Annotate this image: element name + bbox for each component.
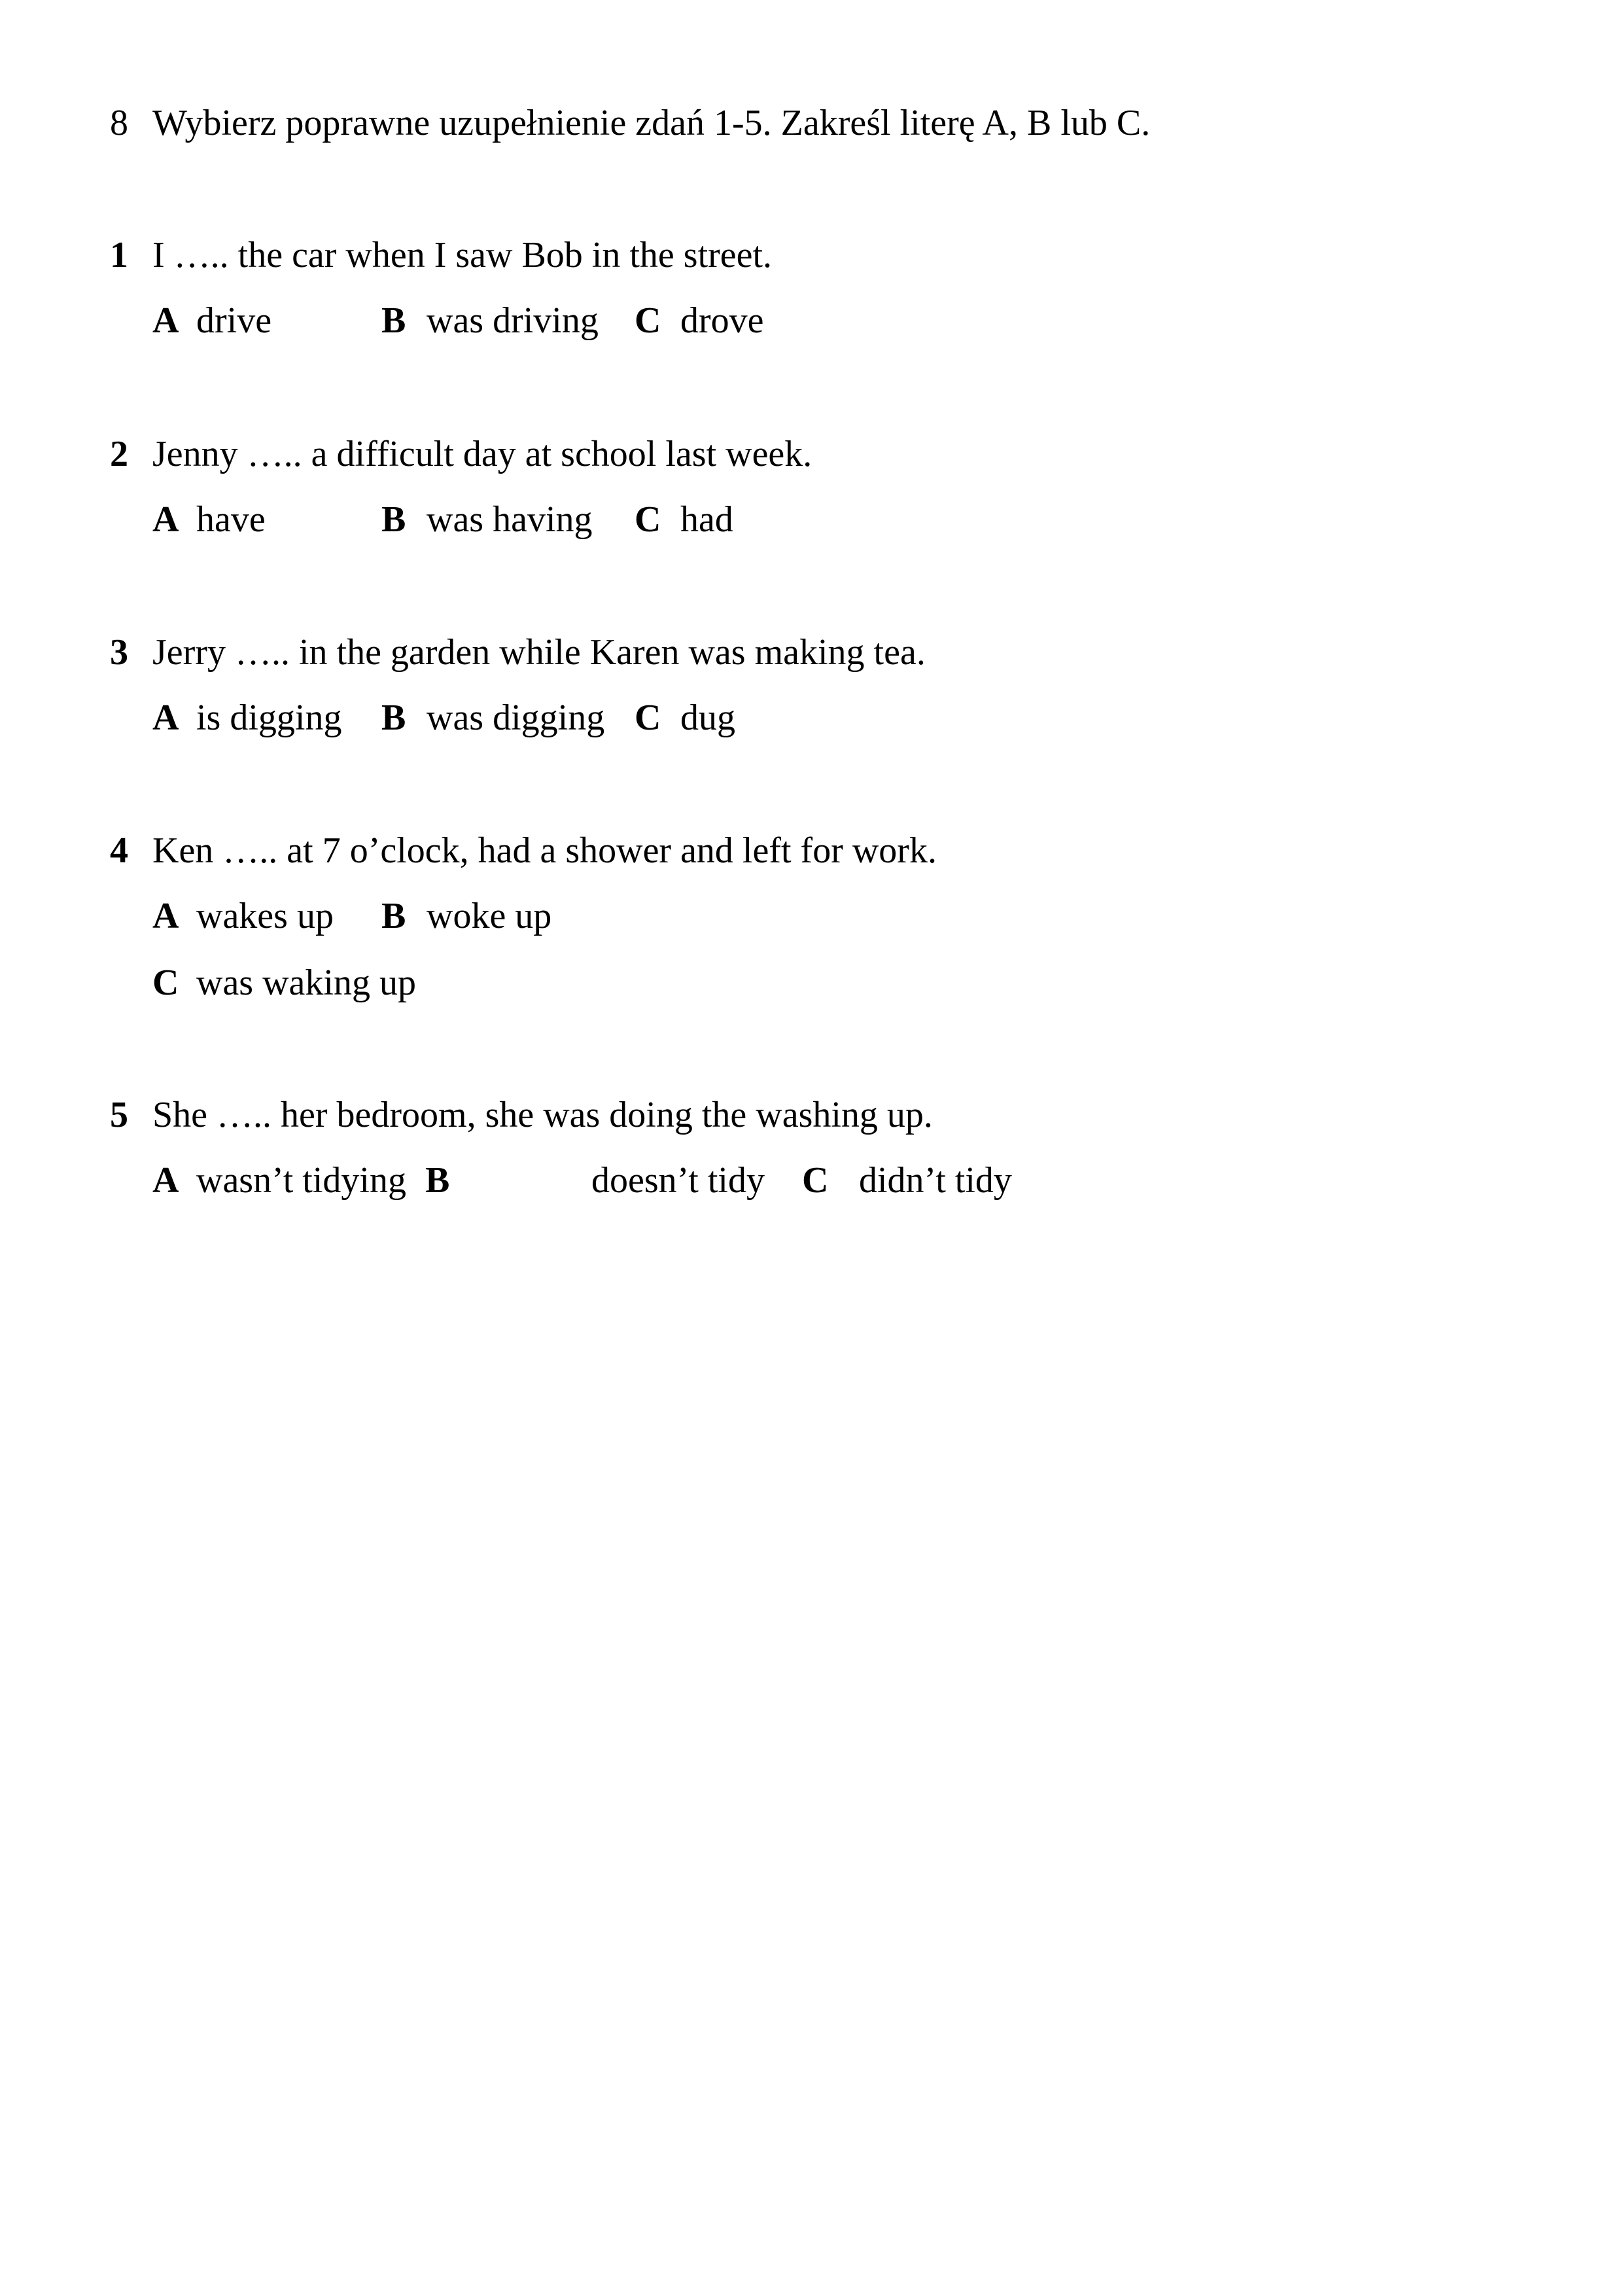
option-text-c[interactable]: had [680, 499, 733, 540]
option-text-b[interactable]: woke up [427, 896, 552, 936]
option-letter-a[interactable]: A [152, 1160, 179, 1201]
option-text-a[interactable]: is digging [196, 698, 342, 738]
option-text-a[interactable]: have [196, 499, 266, 540]
option-letter-c[interactable]: C [635, 499, 661, 540]
option-text-c[interactable]: drove [680, 300, 764, 341]
question-text: Jenny ….. a difficult day at school last week. [152, 434, 812, 474]
option-text-c[interactable]: dug [680, 698, 735, 738]
exercise-instruction: Wybierz poprawne uzupełnienie zdań 1-5. Zakreśl literę A, B lub C. [152, 103, 1151, 143]
question-number: 3 [110, 632, 128, 673]
option-letter-b[interactable]: B [425, 1160, 450, 1201]
question-number: 1 [110, 235, 128, 275]
option-letter-a[interactable]: A [152, 300, 179, 341]
option-letter-c[interactable]: C [802, 1160, 829, 1201]
option-text-c[interactable]: was waking up [196, 963, 416, 1003]
question-number: 4 [110, 830, 128, 871]
option-text-b[interactable]: doesn’t tidy [591, 1160, 765, 1201]
option-letter-a[interactable]: A [152, 896, 179, 936]
question-number: 2 [110, 434, 128, 474]
question-number: 5 [110, 1095, 128, 1135]
option-text-b[interactable]: was driving [427, 300, 599, 341]
option-text-a[interactable]: wasn’t tidying [196, 1160, 406, 1201]
option-letter-b[interactable]: B [381, 499, 406, 540]
option-text-b[interactable]: was digging [427, 698, 605, 738]
option-text-c[interactable]: didn’t tidy [859, 1160, 1012, 1201]
question-text: I ….. the car when I saw Bob in the street. [152, 235, 773, 275]
option-text-b[interactable]: was having [427, 499, 593, 540]
option-letter-c[interactable]: C [635, 698, 661, 738]
option-letter-c[interactable]: C [152, 963, 179, 1003]
option-letter-b[interactable]: B [381, 698, 406, 738]
option-text-a[interactable]: drive [196, 300, 272, 341]
question-text: Jerry ….. in the garden while Karen was making tea. [152, 632, 926, 673]
option-letter-b[interactable]: B [381, 300, 406, 341]
option-letter-b[interactable]: B [381, 896, 406, 936]
option-letter-c[interactable]: C [635, 300, 661, 341]
option-text-a[interactable]: wakes up [196, 896, 334, 936]
exercise-number: 8 [110, 103, 128, 143]
option-letter-a[interactable]: A [152, 499, 179, 540]
question-text: She ….. her bedroom, she was doing the washing up. [152, 1095, 933, 1135]
question-text: Ken ….. at 7 o’clock, had a shower and left for work. [152, 830, 937, 871]
option-letter-a[interactable]: A [152, 698, 179, 738]
